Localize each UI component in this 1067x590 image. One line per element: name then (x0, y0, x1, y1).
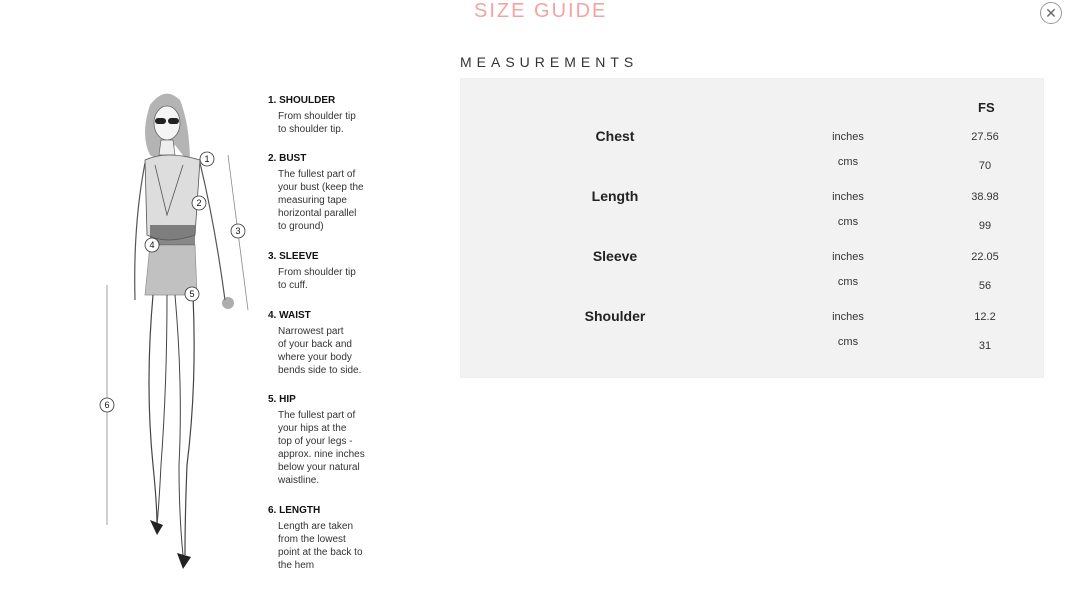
inch-value: 12.2 (974, 311, 996, 323)
row-label: Chest (595, 128, 635, 144)
guide-heading: 4. WAIST (268, 310, 311, 321)
cm-value: 99 (978, 220, 992, 232)
guide-text: Narrowest part of your back and where your body bends side to side. (278, 326, 362, 376)
guide-text: From shoulder tip to shoulder tip. (278, 111, 356, 135)
guide-text: Length are taken from the lowest point at the back to the hem (278, 521, 363, 571)
row-label: Length (591, 188, 639, 204)
guide-heading: 3. SLEEVE (268, 251, 319, 262)
guide-text: The fullest part of your bust (keep the measuring tape horizontal parallel to ground) (278, 169, 364, 232)
guide-text: From shoulder tip to cuff. (278, 267, 356, 291)
guide-heading: 5. HIP (268, 394, 296, 405)
guide-heading: 6. LENGTH (268, 505, 321, 516)
guide-heading: 1. SHOULDER (268, 95, 336, 106)
table-row (460, 128, 1044, 178)
model-sketch (95, 85, 260, 585)
cm-value: 56 (978, 280, 992, 292)
guide-item-bust (268, 153, 408, 233)
measurements-table (460, 78, 1044, 378)
guide-item-shoulder (268, 95, 408, 136)
marker-3: 3 (235, 226, 241, 236)
inch-value: 27.56 (971, 131, 999, 143)
guide-item-sleeve (268, 251, 408, 292)
inch-value: 22.05 (971, 251, 999, 263)
marker-6: 6 (104, 400, 110, 410)
cm-value: 31 (978, 340, 992, 352)
close-icon: ✕ (1045, 4, 1057, 21)
guide-item-hip (268, 394, 408, 487)
marker-4: 4 (149, 240, 155, 250)
cm-unit: cms (837, 216, 859, 228)
measurements-heading: MEASUREMENTS (460, 54, 639, 70)
row-label: Shoulder (584, 308, 646, 324)
table-row (460, 308, 1044, 358)
marker-1: 1 (204, 154, 210, 164)
inch-value: 38.98 (971, 191, 999, 203)
guide-heading: 2. BUST (268, 153, 307, 164)
cm-value: 70 (978, 160, 992, 172)
inch-unit: inches (832, 191, 864, 203)
cm-unit: cms (837, 156, 859, 168)
marker-2: 2 (196, 198, 202, 208)
model-figure-illustration (95, 85, 260, 585)
close-button[interactable] (1040, 2, 1062, 24)
marker-5: 5 (189, 289, 195, 299)
guide-item-waist (268, 310, 408, 377)
cm-unit: cms (837, 276, 859, 288)
table-row (460, 248, 1044, 298)
inch-unit: inches (832, 131, 864, 143)
size-guide-title: SIZE GUIDE (474, 0, 608, 22)
size-column-header: FS (978, 100, 995, 115)
row-label: Sleeve (592, 248, 638, 264)
table-row (460, 188, 1044, 238)
cm-unit: cms (837, 336, 859, 348)
guide-item-length (268, 505, 408, 572)
inch-unit: inches (832, 311, 864, 323)
inch-unit: inches (832, 251, 864, 263)
guide-text: The fullest part of your hips at the top of your legs - approx. nine inches below your natural waistline. (278, 410, 365, 486)
